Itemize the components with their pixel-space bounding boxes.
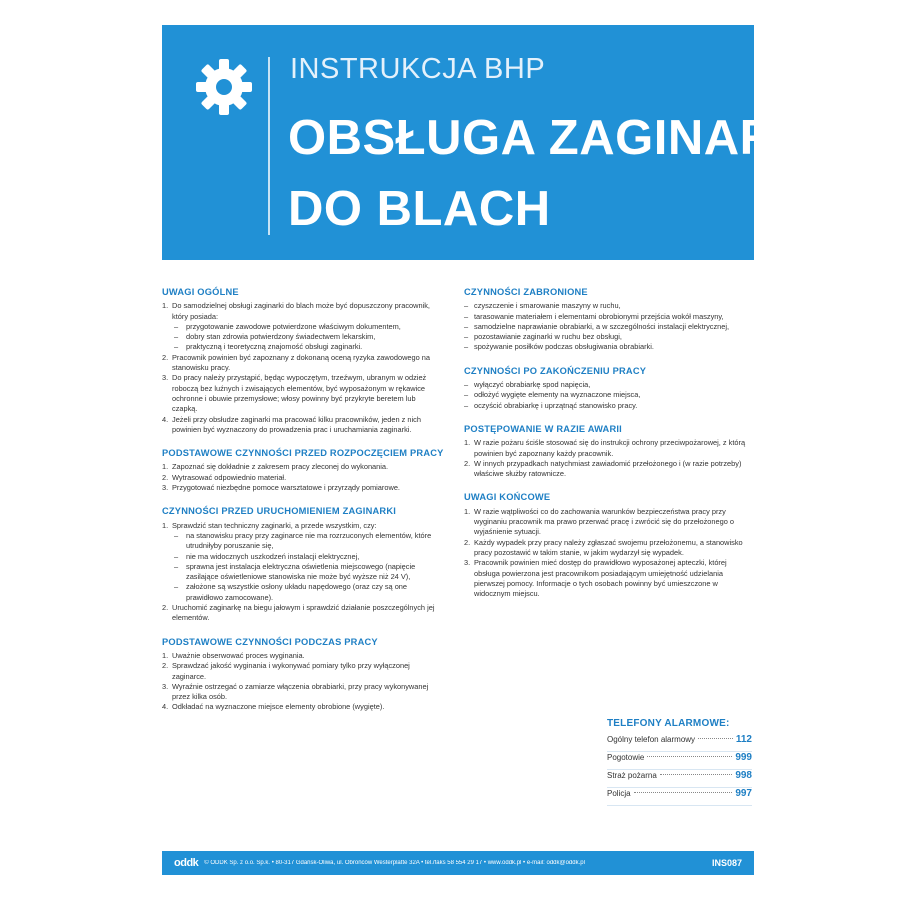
- document-code: INS087: [711, 858, 742, 868]
- dot-leader: [647, 756, 732, 757]
- list-item: 4. Odkładać na wyznaczone miejsce elementy obrobione (wygięte).: [162, 702, 385, 712]
- sub-item: – na stanowisku pracy przy zaginarce nie ma rozrzuconych elementów, które utrudniłyby poruszanie się,: [174, 530, 432, 551]
- document-title-line2: DO BLACH: [288, 182, 551, 236]
- list-item: – czyszczenie i smarowanie maszyny w ruchu,: [464, 301, 621, 311]
- phone-label: Policja: [607, 789, 631, 798]
- left-column: [162, 287, 442, 726]
- section-after-work: [464, 366, 754, 411]
- header-divider: [268, 57, 270, 235]
- list-item: 3. Pracownik powinien mieć dostęp do prawidłowo wyposażonej apteczki, której obsługa powierzona jest pracownikom posiadającym umiejętność udzielania pierwszej pomocy. Informacje o tych osobach powinny być umieszczone w widocznym miejscu.: [464, 558, 727, 599]
- phone-number: 112: [735, 734, 752, 745]
- section-heading: CZYNNOŚCI PO ZAKOŃCZENIU PRACY: [464, 365, 647, 376]
- section-final-notes: [464, 492, 754, 599]
- section-heading: UWAGI KOŃCOWE: [464, 492, 551, 503]
- sub-item: – nie ma widocznych uszkodzeń instalacji elektrycznej,: [174, 551, 360, 561]
- emergency-phones: [607, 718, 752, 806]
- phone-label: Straż pożarna: [607, 771, 657, 780]
- list-item: – wyłączyć obrabiarkę spod napięcia,: [464, 380, 591, 390]
- list-item: – tarasowanie materiałem i elementami obrobionymi przejścia wokół maszyny,: [464, 311, 724, 321]
- list-item: – odłożyć wygięte elementy na wyznaczone miejsca,: [464, 390, 641, 400]
- list-item: 3. Do pracy należy przystąpić, będąc wypoczętym, trzeźwym, ubranym w odzież roboczą bez luźnych i zwisających elementów, być wyposażonym w rękawice ochronne i obuwie przemysłowe; włosy powinny być przykryte beretem lub czapką.: [162, 373, 427, 414]
- sub-item: – praktyczną i teoretyczną znajomość obsługi zaginarki.: [174, 342, 363, 352]
- section-before-work: [162, 448, 442, 493]
- sub-item: – sprawna jest instalacja elektryczna oświetlenia miejscowego (napięcie zasilające oświetleniowe stanowiska nie może być wyższe niż 24 V),: [174, 561, 416, 582]
- list-item: 1. W razie pożaru ściśle stosować się do instrukcji ochrony przeciwpożarowej, z którą powinien być zapoznany każdy pracownik.: [464, 438, 746, 458]
- section-before-start: [162, 506, 442, 623]
- list-item: 1. W razie wątpliwości co do zachowania warunków bezpieczeństwa pracy przy wyginaniu pracownik ma prawo przerwać pracę i zwrócić się do przełożonego o wyjaśnienie sytuacji.: [464, 506, 735, 537]
- section-heading: CZYNNOŚCI ZABRONIONE: [464, 287, 588, 297]
- section-heading: PODSTAWOWE CZYNNOŚCI PRZED ROZPOCZĘCIEM PRACY: [162, 448, 444, 459]
- phone-row: [607, 734, 752, 752]
- list-item: 1. Uważnie obserwować proces wyginania.: [162, 650, 305, 660]
- list-item: – samodzielne naprawianie obrabiarki, a w szczególności instalacji elektrycznej,: [464, 321, 730, 331]
- phone-number: 999: [735, 752, 752, 763]
- section-forbidden: [464, 287, 754, 353]
- section-heading: POSTĘPOWANIE W RAZIE AWARII: [464, 423, 622, 434]
- gear-icon: [192, 55, 256, 119]
- header-banner: [162, 25, 826, 260]
- dot-leader: [634, 792, 733, 793]
- phones-heading: TELEFONY ALARMOWE:: [607, 718, 730, 729]
- phone-number: 998: [735, 770, 752, 781]
- list-item: 2. Sprawdzać jakość wyginania i wykonywać pomiary tylko przy wyłączonej zaginarce.: [162, 661, 410, 681]
- phone-label: Pogotowie: [607, 753, 645, 762]
- phone-row: [607, 770, 752, 788]
- publisher-logo: oddk: [174, 857, 199, 869]
- list-item: 1. Zapoznać się dokładnie z zakresem pracy zleconej do wykonania.: [162, 462, 389, 472]
- section-heading: CZYNNOŚCI PRZED URUCHOMIENIEM ZAGINARKI: [162, 506, 397, 517]
- list-item: – pozostawianie zaginarki w ruchu bez obsługi,: [464, 332, 622, 342]
- list-item: 1. Do samodzielnej obsługi zaginarki do blach może być dopuszczony pracownik, który posiada:: [162, 301, 430, 321]
- section-general-notes: [162, 287, 442, 435]
- poster: [162, 25, 826, 880]
- section-during-work: [162, 637, 442, 713]
- phone-label: Ogólny telefon alarmowy: [607, 735, 696, 744]
- right-column: [464, 287, 754, 612]
- section-heading: PODSTAWOWE CZYNNOŚCI PODCZAS PRACY: [162, 636, 378, 647]
- list-item: – oczyścić obrabiarkę i uprzątnąć stanowisko pracy.: [464, 400, 638, 410]
- list-item: 2. Pracownik powinien być zapoznany z dokonaną oceną ryzyka zawodowego na stanowisku pracy.: [162, 352, 431, 373]
- dot-leader: [660, 774, 733, 775]
- dot-leader: [698, 738, 733, 739]
- section-emergency: [464, 424, 754, 479]
- phone-number: 997: [735, 788, 752, 799]
- list-item: 2. W innych przypadkach natychmiast zawiadomić przełożonego i (w razie potrzeby) właściwe służby ratownicze.: [464, 458, 742, 479]
- list-item: 2. Uruchomić zaginarkę na biegu jałowym i sprawdzić działanie poszczególnych jej elementów.: [162, 603, 435, 623]
- list-item: 4. Jeżeli przy obsłudze zaginarki ma pracować kilku pracowników, jeden z nich powinien być wyznaczony do prowadzenia prac i uruchamiania zaginarki.: [162, 414, 421, 434]
- section-heading: UWAGI OGÓLNE: [162, 287, 239, 297]
- phone-row: [607, 788, 752, 806]
- list-item: 2. Wytrasować odpowiednio materiał.: [162, 472, 287, 482]
- list-item: 3. Wyraźnie ostrzegać o zamiarze włączenia obrabiarki, przy pracy wykonywanej przez kilka osób.: [162, 681, 429, 702]
- phone-row: [607, 752, 752, 770]
- publisher-info: © ODDK Sp. z o.o. Sp.k. • 80-317 Gdańsk-Oliwa, ul. Obrońców Westerplatte 32A • tel./faks 58 554 29 17 • www.oddk.pl • e-mail: oddk@oddk.pl: [204, 860, 585, 866]
- sub-item: – założone są wszystkie osłony układu napędowego (oraz czy są one prawidłowo zamocowane).: [174, 582, 408, 602]
- list-item: – spożywanie posiłków podczas obsługiwania obrabiarki.: [464, 342, 654, 352]
- sub-item: – przygotowanie zawodowe potwierdzone właściwym dokumentem,: [174, 321, 401, 331]
- list-item: 3. Przygotować niezbędne pomoce warsztatowe i przyrządy pomiarowe.: [162, 483, 400, 493]
- footer-bar: [162, 851, 754, 875]
- document-kicker: INSTRUKCJA BHP: [290, 53, 546, 85]
- sub-item: – dobry stan zdrowia potwierdzony świadectwem lekarskim,: [174, 332, 376, 342]
- list-item: 1. Sprawdzić stan techniczny zaginarki, a przede wszystkim, czy:: [162, 520, 377, 530]
- list-item: 2. Każdy wypadek przy pracy należy zgłaszać swojemu przełożonemu, a stanowisko pracy pozostawić w takim stanie, w jakim wydarzył się wypadek.: [464, 537, 743, 557]
- document-title-line1: OBSŁUGA ZAGINARKI: [288, 111, 826, 165]
